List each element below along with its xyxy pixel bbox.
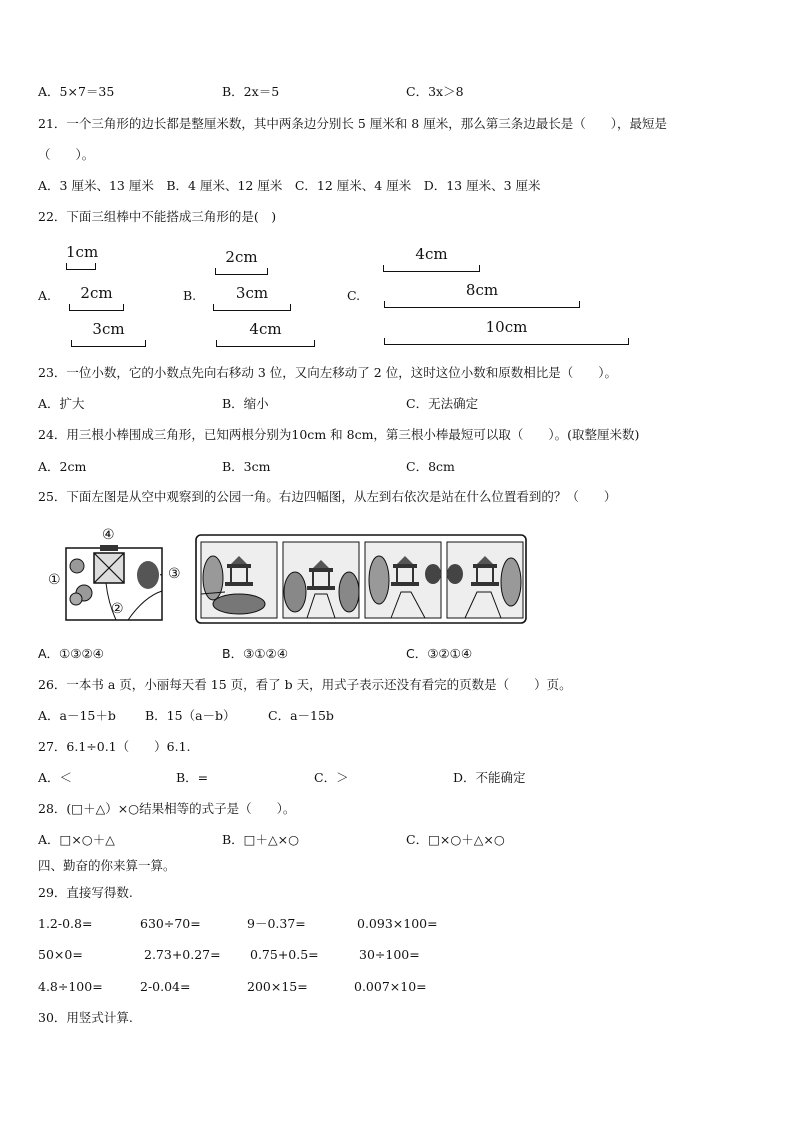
q26-option-a: A．a－15＋b [38,708,116,723]
q22-letter-b: B. [183,288,197,303]
q22-letter-c: C. [347,288,361,303]
views-panel-figure [195,534,527,624]
q29-r3-c4: 0.007×10= [354,979,427,994]
q29-r3-c2: 2-0.04= [140,979,191,994]
position-1-label: ① [48,572,61,588]
q28-question: 28．(□＋△）×○结果相等的式子是（ ）。 [38,801,296,816]
q28-option-b: B．□＋△×○ [222,832,299,847]
stick-a-2-label: 2cm [80,284,113,302]
stick-b-1-label: 2cm [225,248,258,266]
stick-a-2 [69,284,124,311]
q22-letter-a: A. [38,288,52,303]
stick-a-1 [66,243,99,270]
stick-c-2-label: 8cm [465,281,499,299]
q23-question: 23．一位小数，它的小数点先向右移动 3 位，又向左移动了 2 位，这时这位小数和原数相比是（ ）。 [38,365,617,380]
q30-question: 30．用竖式计算. [38,1010,133,1025]
q22-question: 22．下面三组棒中不能搭成三角形的是( ) [38,209,277,224]
stick-b-3 [216,320,315,347]
stick-a-3-label: 3cm [92,320,125,338]
q25-question: 25．下面左图是从空中观察到的公园一角。右边四幅图，从左到右依次是站在什么位置看到的？（ ） [38,489,617,504]
stick-b-2-label: 3cm [235,284,269,302]
q20-option-b: B．2x＝5 [222,84,280,99]
position-4-label: ④ [102,527,115,543]
q28-option-c: C．□×○＋△×○ [406,832,505,847]
q21-question-line2: （ ）。 [38,147,95,162]
stick-a-3 [71,320,146,347]
stick-b-1 [215,248,268,275]
q26-option-c: C．a－15b [268,708,334,723]
q29-r2-c4: 30÷100= [359,947,420,962]
q29-r1-c2: 630÷70= [140,916,201,931]
view-3 [365,542,441,618]
q20-option-a: A．5×7＝35 [38,84,115,99]
view-4 [447,542,523,618]
dot-marker: · [159,568,163,582]
q27-question: 27．6.1÷0.1（ ）6.1. [38,739,191,754]
q25-option-c: C．③②①④ [406,646,473,661]
q23-option-c: C．无法确定 [406,396,479,411]
stick-c-2 [384,281,580,308]
stick-b-3-label: 4cm [249,320,282,338]
q29-r2-c3: 0.75+0.5= [250,947,319,962]
q21-options: A．3 厘米、13 厘米 B．4 厘米、12 厘米 C．12 厘米、4 厘米 D．13 厘米、3 厘米 [38,178,541,193]
stick-c-1-label: 4cm [415,245,448,263]
q29-r1-c3: 9－0.37= [247,916,306,931]
q24-question: 24．用三根小棒围成三角形，已知两根分别为10cm 和 8cm，第三根小棒最短可以取（ ）。(取整厘米数) [38,427,640,442]
view-1 [201,542,277,618]
q27-option-a: A．＜ [38,770,73,785]
q23-option-a: A．扩大 [38,396,85,411]
q25-option-b: B．③①②④ [222,646,288,661]
q29-r3-c3: 200×15= [247,979,308,994]
q26-question: 26．一本书 a 页，小丽每天看 15 页，看了 b 天，用式子表示还没有看完的页数是（ ）页。 [38,677,572,692]
stick-b-2 [213,284,291,311]
q24-option-c: C．8cm [406,459,455,474]
q29-r1-c4: 0.093×100= [357,916,438,931]
stick-c-3-label: 10cm [485,318,528,336]
view-2 [283,542,359,618]
q24-option-a: A．2cm [38,459,87,474]
stick-c-1 [383,245,480,272]
q27-option-c: C．＞ [314,770,349,785]
q27-option-b: B．= [176,770,209,785]
q29-r1-c1: 1.2-0.8= [38,916,93,931]
q20-option-c: C．3x＞8 [406,84,464,99]
stick-c-3 [384,318,629,345]
q29-question: 29．直接写得数. [38,885,133,900]
q23-option-b: B．缩小 [222,396,269,411]
q26-option-b: B．15（a－b） [145,708,236,723]
q29-r3-c1: 4.8÷100= [38,979,103,994]
position-2-label: ② [111,601,124,617]
q24-option-b: B．3cm [222,459,271,474]
position-3-label: ③ [168,566,181,582]
section-4-heading: 四、勤奋的你来算一算。 [38,858,176,873]
q25-option-a: A．①③②④ [38,646,104,661]
stick-a-1-label: 1cm [66,243,99,261]
q27-option-d: D．不能确定 [453,770,526,785]
q29-r2-c1: 50×0= [38,947,83,962]
q21-question-line1: 21．一个三角形的边长都是整厘米数，其中两条边分别长 5 厘米和 8 厘米，那么第三条边最长是（ ），最短是 [38,116,667,131]
q29-r2-c2: 2.73+0.27= [144,947,221,962]
q28-option-a: A．□×○＋△ [38,832,115,847]
